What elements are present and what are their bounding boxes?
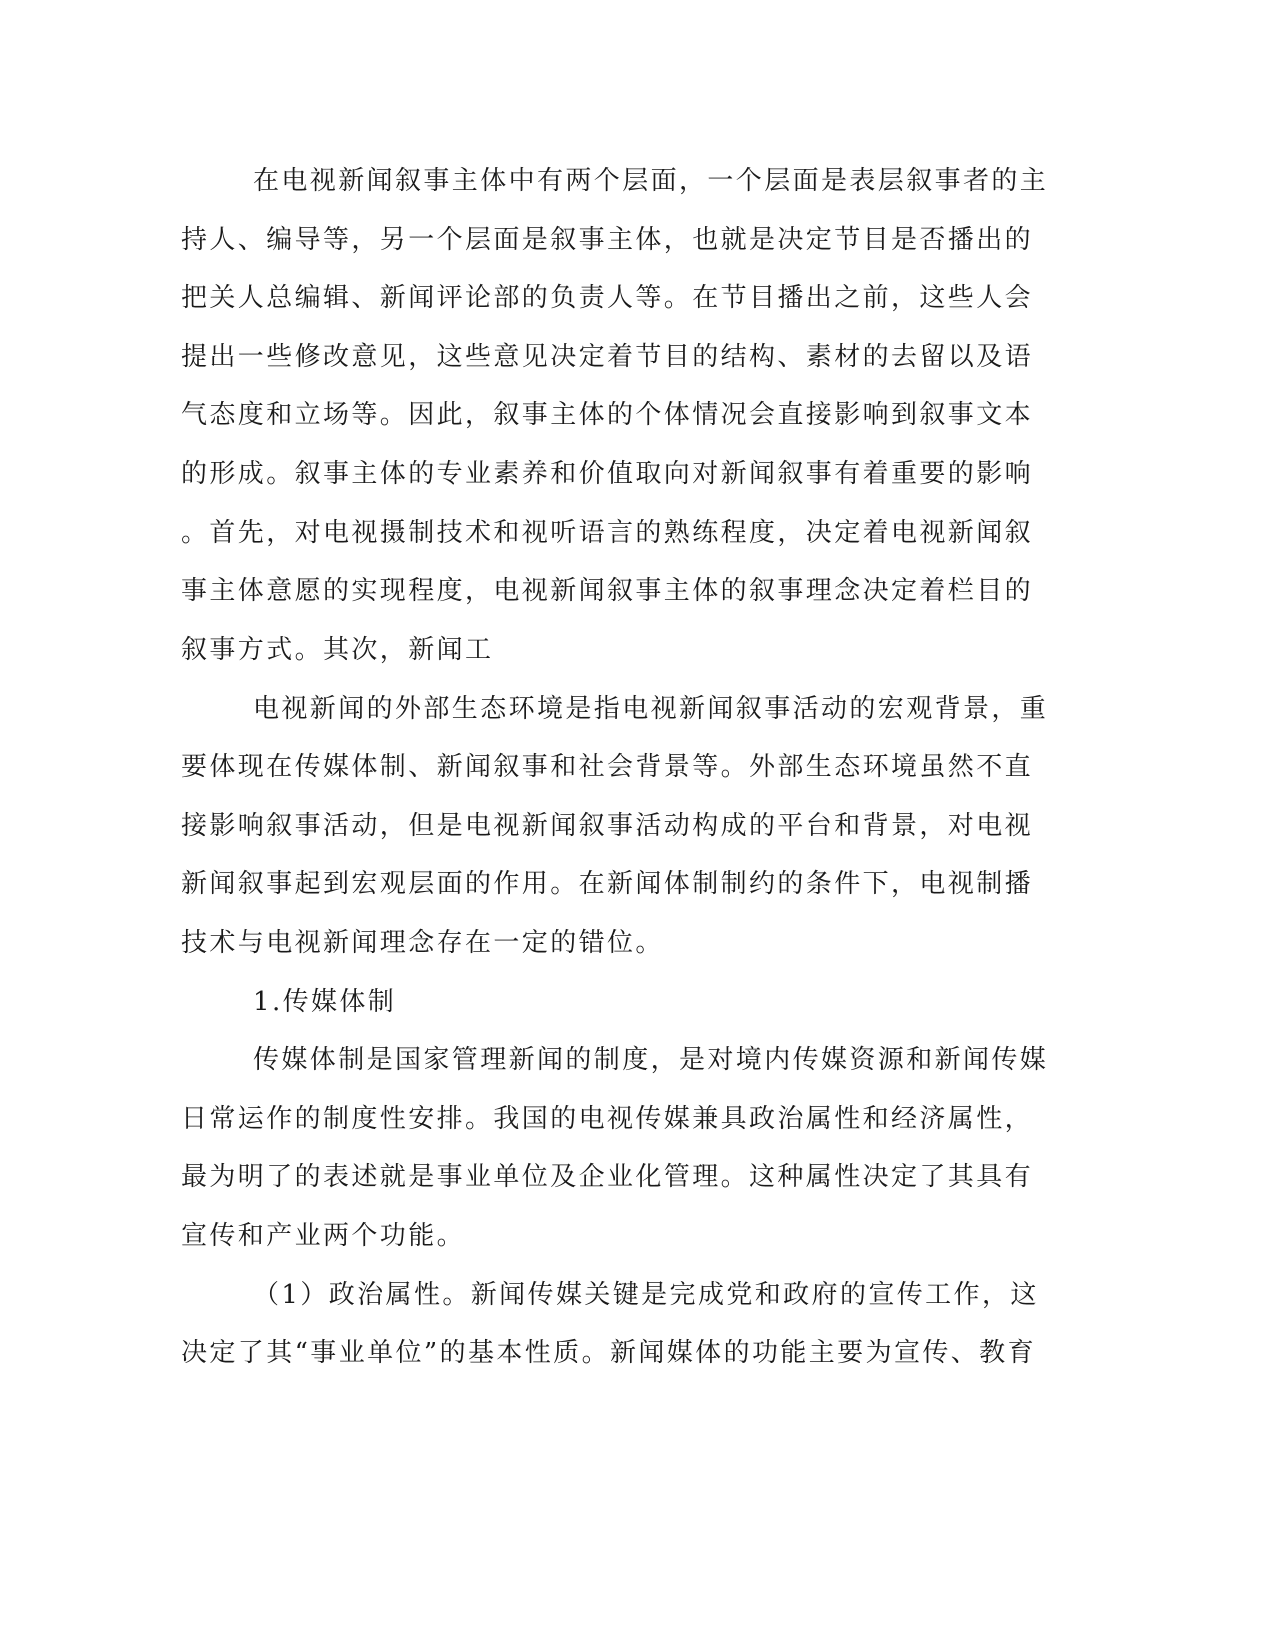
text-line: 提出一些修改意见，这些意见决定着节目的结构、素材的去留以及语 (181, 342, 1034, 372)
text-line: 宣传和产业两个功能。 (181, 1221, 466, 1251)
text-line: 。首先，对电视摄制技术和视听语言的熟练程度，决定着电视新闻叙 (181, 518, 1034, 548)
text-line: （1）政治属性。新闻传媒关键是完成党和政府的宣传工作，这 (253, 1280, 1039, 1310)
text-line: 最为明了的表述就是事业单位及企业化管理。这种属性决定了其具有 (181, 1162, 1034, 1192)
text-line: 把关人总编辑、新闻评论部的负责人等。在节目播出之前，这些人会 (181, 283, 1034, 313)
text-line: 事主体意愿的实现程度，电视新闻叙事主体的叙事理念决定着栏目的 (181, 576, 1034, 606)
text-line: 在电视新闻叙事主体中有两个层面，一个层面是表层叙事者的主 (253, 166, 1049, 196)
text-line: 电视新闻的外部生态环境是指电视新闻叙事活动的宏观背景，重 (253, 694, 1049, 724)
text-line: 决定了其“事业单位”的基本性质。新闻媒体的功能主要为宣传、教育 (181, 1338, 1036, 1368)
text-line: 日常运作的制度性安排。我国的电视传媒兼具政治属性和经济属性， (181, 1104, 1034, 1134)
text-line: 持人、编导等，另一个层面是叙事主体，也就是决定节目是否播出的 (181, 225, 1034, 255)
text-line: 接影响叙事活动，但是电视新闻叙事活动构成的平台和背景，对电视 (181, 811, 1034, 841)
text-line: 新闻叙事起到宏观层面的作用。在新闻体制制约的条件下，电视制播 (181, 869, 1034, 899)
text-line: 叙事方式。其次，新闻工 (181, 635, 494, 665)
section-heading-text: 1.传媒体制 (253, 987, 397, 1017)
text-line: 的形成。叙事主体的专业素养和价值取向对新闻叙事有着重要的影响 (181, 459, 1034, 489)
text-line: 传媒体制是国家管理新闻的制度，是对境内传媒资源和新闻传媒 (253, 1045, 1049, 1075)
text-line: 气态度和立场等。因此，叙事主体的个体情况会直接影响到叙事文本 (181, 400, 1034, 430)
text-line: 技术与电视新闻理念存在一定的错位。 (181, 928, 664, 958)
text-line: 要体现在传媒体制、新闻叙事和社会背景等。外部生态环境虽然不直 (181, 752, 1034, 782)
